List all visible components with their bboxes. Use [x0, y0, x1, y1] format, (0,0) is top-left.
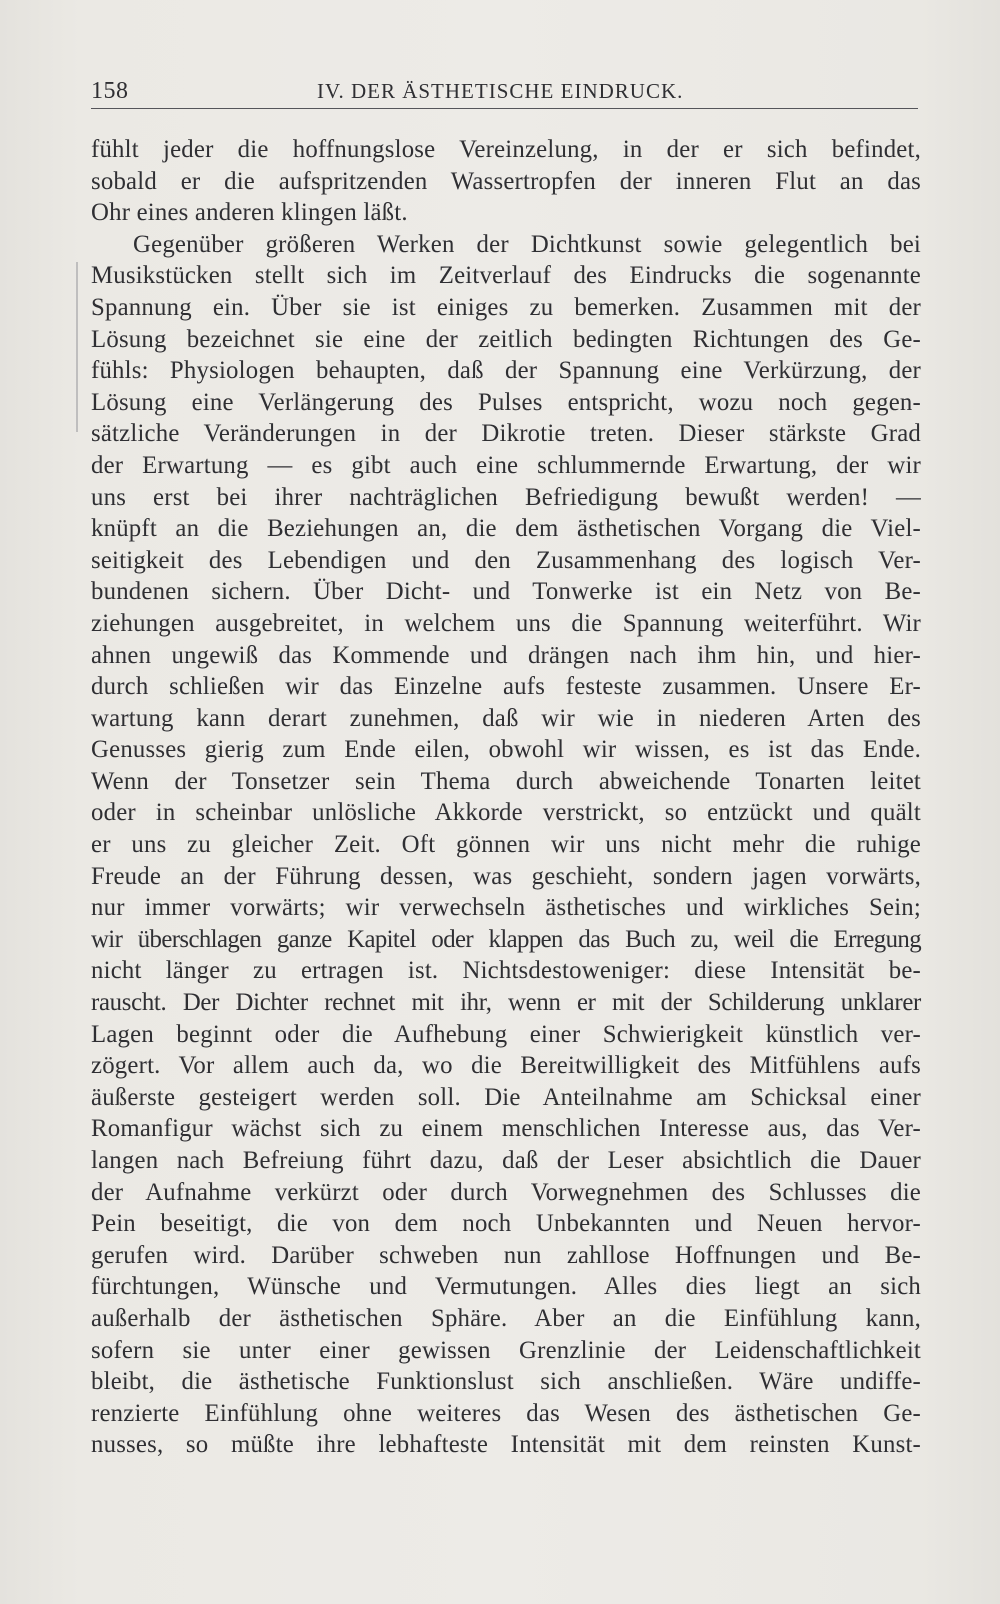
- text-line: Lagen beginnt oder die Aufhebung einer Schwierigkeit künstlich ver-: [91, 1020, 921, 1048]
- text-line: er uns zu gleicher Zeit. Oft gönnen wir uns nicht mehr die ruhige: [91, 831, 921, 859]
- text-line: Lösung bezeichnet sie eine der zeitlich bedingten Richtungen des Ge-: [91, 325, 921, 353]
- page-number: 158: [91, 78, 129, 104]
- text-line: außerhalb der ästhetischen Sphäre. Aber an die Einfühlung kann,: [91, 1304, 921, 1332]
- text-line: durch schließen wir das Einzelne aufs festeste zusammen. Unsere Er-: [91, 673, 921, 701]
- body-text: [91, 134, 921, 1461]
- text-line: gerufen wird. Darüber schweben nun zahllose Hoffnungen und Be-: [91, 1241, 921, 1269]
- text-line: ziehungen ausgebreitet, in welchem uns die Spannung weiterführt. Wir: [91, 609, 921, 637]
- text-line: uns erst bei ihrer nachträglichen Befriedigung bewußt werden! —: [91, 483, 921, 511]
- text-line: fühls: Physiologen behaupten, daß der Spannung eine Verkürzung, der: [91, 357, 921, 385]
- text-line: oder in scheinbar unlösliche Akkorde verstrickt, so entzückt und quält: [91, 799, 921, 827]
- text-line: sobald er die aufspritzenden Wassertropfen der inneren Flut an das: [91, 167, 921, 195]
- text-line: Genusses gierig zum Ende eilen, obwohl wir wissen, es ist das Ende.: [91, 736, 921, 764]
- running-head: IV. DER ÄSTHETISCHE EINDRUCK.: [317, 79, 684, 103]
- text-line: Ohr eines anderen klingen läßt.: [91, 199, 408, 227]
- text-line: Wenn der Tonsetzer sein Thema durch abweichende Tonarten leitet: [91, 767, 921, 795]
- text-line: Musikstücken stellt sich im Zeitverlauf des Eindrucks die sogenannte: [91, 262, 921, 290]
- text-line: wartung kann derart zunehmen, daß wir wie in niederen Arten des: [91, 704, 921, 732]
- page-header: [91, 74, 918, 109]
- margin-rule: [76, 262, 78, 432]
- text-line: nicht länger zu ertragen ist. Nichtsdestoweniger: diese Intensität be-: [91, 957, 921, 985]
- text-line: knüpft an die Beziehungen an, die dem ästhetischen Vorgang die Viel-: [91, 515, 921, 543]
- text-line: nusses, so müßte ihre lebhafteste Intensität mit dem reinsten Kunst-: [91, 1431, 921, 1459]
- text-line: fühlt jeder die hoffnungslose Vereinzelung, in der er sich befindet,: [91, 136, 921, 163]
- text-line: sätzliche Veränderungen in der Dikrotie treten. Dieser stärkste Grad: [91, 420, 921, 448]
- text-line: der Aufnahme verkürzt oder durch Vorwegnehmen des Schlusses die: [91, 1178, 921, 1206]
- text-line: Gegenüber größeren Werken der Dichtkunst sowie gelegentlich bei: [133, 230, 921, 258]
- text-line: renzierte Einfühlung ohne weiteres das Wesen des ästhetischen Ge-: [91, 1399, 921, 1427]
- text-line: wir überschlagen ganze Kapitel oder klappen das Buch zu, weil die Erregung: [91, 925, 921, 953]
- text-line: ahnen ungewiß das Kommende und drängen nach ihm hin, und hier-: [91, 641, 921, 669]
- text-line: äußerste gesteigert werden soll. Die Anteilnahme am Schicksal einer: [91, 1083, 921, 1111]
- text-line: Lösung eine Verlängerung des Pulses entspricht, wozu noch gegen-: [91, 388, 921, 416]
- text-line: bleibt, die ästhetische Funktionslust sich anschließen. Wäre undiffe-: [91, 1368, 921, 1396]
- text-line: langen nach Befreiung führt dazu, daß der Leser absichtlich die Dauer: [91, 1147, 921, 1174]
- text-line: sofern sie unter einer gewissen Grenzlinie der Leidenschaftlichkeit: [91, 1336, 921, 1364]
- text-line: fürchtungen, Wünsche und Vermutungen. Alles dies liegt an sich: [91, 1273, 921, 1301]
- text-line: seitigkeit des Lebendigen und den Zusammenhang des logisch Ver-: [91, 546, 921, 574]
- text-line: der Erwartung — es gibt auch eine schlummernde Erwartung, der wir: [91, 451, 921, 479]
- text-line: nur immer vorwärts; wir verwechseln ästhetisches und wirkliches Sein;: [91, 894, 921, 922]
- text-line: Freude an der Führung dessen, was geschieht, sondern jagen vorwärts,: [91, 862, 921, 890]
- text-line: zögert. Vor allem auch da, wo die Bereitwilligkeit des Mitfühlens aufs: [91, 1052, 921, 1080]
- text-line: rauscht. Der Dichter rechnet mit ihr, wenn er mit der Schilderung unklarer: [91, 989, 921, 1017]
- text-line: bundenen sichern. Über Dicht- und Tonwerke ist ein Netz von Be-: [91, 578, 921, 606]
- text-line: Spannung ein. Über sie ist einiges zu bemerken. Zusammen mit der: [91, 293, 921, 321]
- text-line: Pein beseitigt, die von dem noch Unbekannten und Neuen hervor-: [91, 1210, 921, 1238]
- text-line: Romanfigur wächst sich zu einem menschlichen Interesse aus, das Ver-: [91, 1115, 921, 1143]
